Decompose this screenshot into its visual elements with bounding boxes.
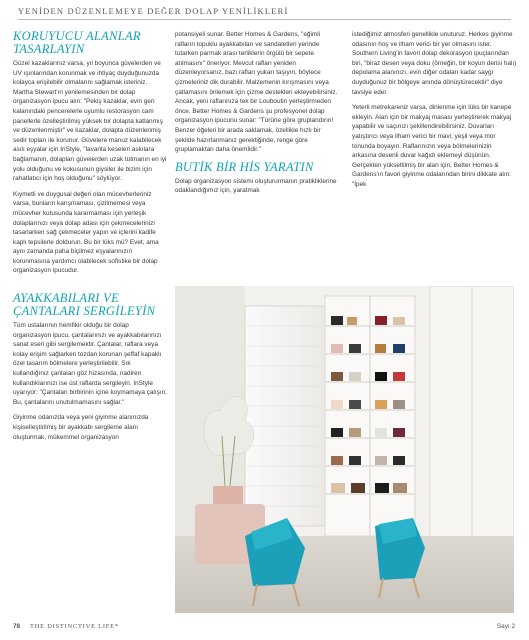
column-3 xyxy=(352,30,517,196)
dressing-room-illustration xyxy=(175,286,514,613)
running-header: YENİDEN DÜZENLEMEYE DEĞER DOLAP YENİLİKLERİ xyxy=(18,6,511,20)
paragraph: Kıymetli ve duygusal değeri olan mücevherleriniz varsa, bunların karışmaması, çizilmemesi veya mücevher kutusunda kararmaması için yerleşik dolaplarınızı veya dolap adası için çekmecelerinizi tasarlarken sağ çekmeceler yapın ve içlerini kadife kaplı tepsilerle doldurun. Bu bir lüks mü? Evet, ama aynı zamanda paha biçilmez eşyalarınızın korunmasına yardımcı olabilecek sofistike bir dolap organizasyon ipucudur. xyxy=(13,190,159,275)
paragraph: istediğimiz atmosferi genellikle unuturuz. Herkes giyinme odasının hoş ve ilham verici bir yer olmasını ister. Southern Living'in favori dolap dekorasyon ipuçlarından biri, "biraz desen veya doku (örneğin, bir koyun derisi halı) depolama alanınızı, evin diğer odaları kadar saygı duyduğunuz bir bölgeye anında dönüştürecektir" diye tavsiye eder. xyxy=(352,31,517,96)
column-1 xyxy=(13,30,168,448)
magazine-brand: THE DISTINCTIVE LIFE* xyxy=(30,623,119,630)
paragraph: potansiyeli sunar. Better Homes & Gardens, "eğimli rafların topuklu ayakkabıları ve sandaletleri yerinde tutarken parmak arası terliklerin örgülü bir sepete atılmasını" öneriyor. Mevcut rafları yeniden düzenleyorsanız, bazı rafları yukarı taşıyın, böylece çizmeleriniz dik durabilir. Malzemenin kırışmasını veya çatlamasını önlemek için çizme destekleri ekleyebilirsiniz. Ancak, yeni raflarınıza tek bir Louboutin yerleştirmeden önce, Better Homes & Gardens şu profesyonel dolap organizasyon ipucunu sunar: "Türüne göre gruplandırın! Benzer öğeleri bir arada saklamak, özellikle hızlı bir şekilde hazırlanmanız gerektiğinde, renge göre gruplamaktan daha önemlidir." xyxy=(175,31,338,154)
section-heading-protective: KORUYUCU ALANLAR TASARLAYIN xyxy=(13,29,141,56)
section-heading-boutique: BUTİK BİR HİS YARATIN xyxy=(175,159,314,174)
paragraph: Dolap organizasyon sistemi oluştururmanın pratikliklerine odaklandığımız için, yaratmak xyxy=(175,177,337,195)
issue-number: Sayı 2 xyxy=(496,623,515,630)
column-2 xyxy=(175,30,340,202)
paragraph: Güzel kazaklarınız varsa, yıl boyunca güvelerden ve UV ışınlarından korunmak ve ihtiyaç duyduğunuzda kolayca erişilebilir olmalarını sağlamak isteriniz. Martha Stewart'ın yenilemesinden bir dolap organizasyon ipucu alın: "Pekiş kazaklar, evin geri kalanındaki pencerelerle uyumlu restorasyon cam panellerle özelleştirilmiş yüksek bir dolapta katlanmış ve düzenlenmiştir" ve kazaklar, dolapta düzenlenmiş sedir topları ile korunur. Güvelere manuz kalabilecek asılı eşyalar için InStyle, "lavanta keseleri askılara bağlamanın, dolapları güvelerden uzak tutmanın en iyi yolu olduğunu ve kokusunun giysiler ile bizim için rahatlatıcı için hoş olduğunu" söylüyor. xyxy=(13,60,167,183)
section-heading-shoes-bags: AYAKKABILARI VE ÇANTALARI SERGİLEYİN xyxy=(13,291,156,319)
page-footer xyxy=(0,621,529,635)
paragraph: Yeterli metrekareniz varsa, dinlenme için lüks bir kanepe ekleyin. Alan için bir makyaj masası yerleştirerek makyaj yapabilir ve saçınızı şekillendirebilirsiniz. Duvarları yatıştırıcı veya ilham verici bir mavi, yeşil veya mor tonunda boyayın. Raflarınızın veya bölmelerinizin arkasına desenli duvar kağıdı eklemeyi düşünün. Gerçekten yükseltilmiş bir alan için, Better Homes & Gardens'ın favori giyinme odalarından birini dikkate alın: "İpek xyxy=(352,104,512,188)
paragraph: Tüm ustalarının hemfikir olduğu bir dolap organizasyon ipucu, çantalarınızı ve ayakkabılarınızı sanat eseri gibi sergilemektir. Çantalar, raflara veya kolay erişim sağlarken tozdan korunan şeffaf kapaklı özel tasarım bölmelere yerleştirilebilir. Sık kullandığınız çantaları göz hizasında, nadiren kullandıklarınızı ise üst raflarda sergileyin. InStyle uyarıyor: "Çantaları birbirinin içine koymamaya çalışın. Bu, çantalarını unutulmamasını sağlar." xyxy=(13,322,167,406)
dressing-room-photo xyxy=(175,286,514,613)
paragraph: Giyinme odanızda veya yeni giyinme alanınızda kişiselleştirilmiş bir ayakkabı sergileme alanı oluşturmak, mükemmel organizasyon xyxy=(13,414,149,441)
page-number: 78 xyxy=(13,623,21,630)
